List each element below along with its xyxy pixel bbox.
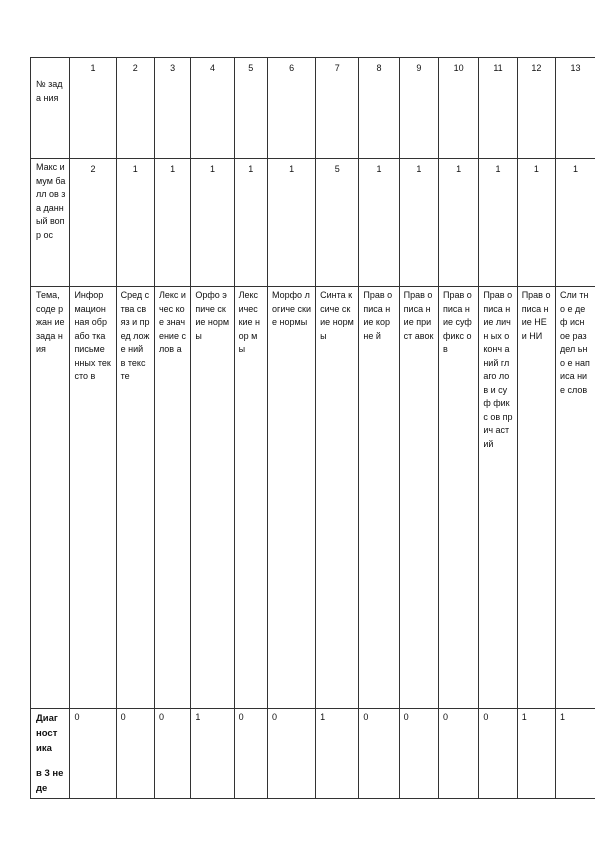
task-number-cell: 3 (154, 58, 190, 159)
topic-header: Тема, соде ржан ие зада ния (31, 287, 70, 709)
diagnostics-cell: 0 (234, 709, 267, 799)
diagnostics-row (31, 709, 595, 799)
diagnostics-cell: 0 (268, 709, 316, 799)
diagnostics-header-line2: в 3 неде (36, 768, 64, 794)
diagnostics-cell: 1 (316, 709, 359, 799)
max-points-cell: 1 (268, 159, 316, 287)
task-number-cell: 10 (439, 58, 479, 159)
topic-cell: Орфо эпиче ские нормы (191, 287, 234, 709)
diagnostics-cell: 0 (479, 709, 517, 799)
diagnostics-header-gap (36, 756, 65, 766)
task-number-cell: 13 (556, 58, 595, 159)
task-number-cell: 8 (359, 58, 399, 159)
topic-cell: Лекс ичес кое знач ение слов а (154, 287, 190, 709)
topic-cell: Синта ксиче ские нормы (316, 287, 359, 709)
diagnostics-cell: 0 (154, 709, 190, 799)
task-number-row (31, 58, 595, 159)
max-points-cell: 2 (70, 159, 116, 287)
topic-row (31, 287, 595, 709)
task-number-cell: 4 (191, 58, 234, 159)
diagnostics-cell: 0 (439, 709, 479, 799)
max-points-cell: 1 (191, 159, 234, 287)
topic-cell: Сли тно е деф исн ое раз дел ьно е нап иса ние слов (556, 287, 595, 709)
diagnostics-cell: 1 (517, 709, 555, 799)
diagnostics-header-line1: Диаг ност ика (36, 713, 58, 754)
diagnostics-cell: 1 (556, 709, 595, 799)
diagnostics-cell: 0 (359, 709, 399, 799)
diagnostics-header (31, 709, 70, 799)
task-number-cell: 6 (268, 58, 316, 159)
max-points-cell: 1 (154, 159, 190, 287)
max-points-cell: 1 (439, 159, 479, 287)
topic-cell: Сред ства связ и пред ложе ний в текс те (116, 287, 154, 709)
task-number-header (31, 58, 70, 159)
task-number-cell: 9 (399, 58, 438, 159)
max-points-cell: 1 (359, 159, 399, 287)
topic-cell: Прав описа ние прист авок (399, 287, 438, 709)
task-number-cell: 1 (70, 58, 116, 159)
topic-cell: Морфо логиче ские нормы (268, 287, 316, 709)
diagnostics-cell: 0 (70, 709, 116, 799)
task-number-cell: 7 (316, 58, 359, 159)
diagnostics-cell: 1 (191, 709, 234, 799)
max-points-cell: 1 (556, 159, 595, 287)
task-number-cell: 5 (234, 58, 267, 159)
max-points-header: Макс имум балл ов за данн ый вопр ос (31, 159, 70, 287)
max-points-cell: 1 (399, 159, 438, 287)
task-number-header-text: № зада ния (36, 79, 63, 103)
diagnostics-cell: 0 (116, 709, 154, 799)
max-points-cell: 1 (234, 159, 267, 287)
topic-cell: Прав описа ние НЕ и НИ (517, 287, 555, 709)
max-points-row (31, 159, 595, 287)
max-points-cell: 1 (479, 159, 517, 287)
topic-cell: Прав описа ние корне й (359, 287, 399, 709)
max-points-cell: 1 (517, 159, 555, 287)
diagnostics-cell: 0 (399, 709, 438, 799)
topic-cell: Инфор мацион ная обрабо тка письме нных тексто в (70, 287, 116, 709)
task-number-cell: 12 (517, 58, 555, 159)
max-points-cell: 1 (116, 159, 154, 287)
topic-cell: Прав описа ние суф фикс ов (439, 287, 479, 709)
topic-cell: Лекс ичес кие нор мы (234, 287, 267, 709)
task-number-cell: 11 (479, 58, 517, 159)
topic-cell: Прав описа ние личн ых оконч аний глаго лов и суф фикс ов прич астий (479, 287, 517, 709)
assessment-table (30, 57, 595, 799)
task-number-cell: 2 (116, 58, 154, 159)
max-points-cell: 5 (316, 159, 359, 287)
